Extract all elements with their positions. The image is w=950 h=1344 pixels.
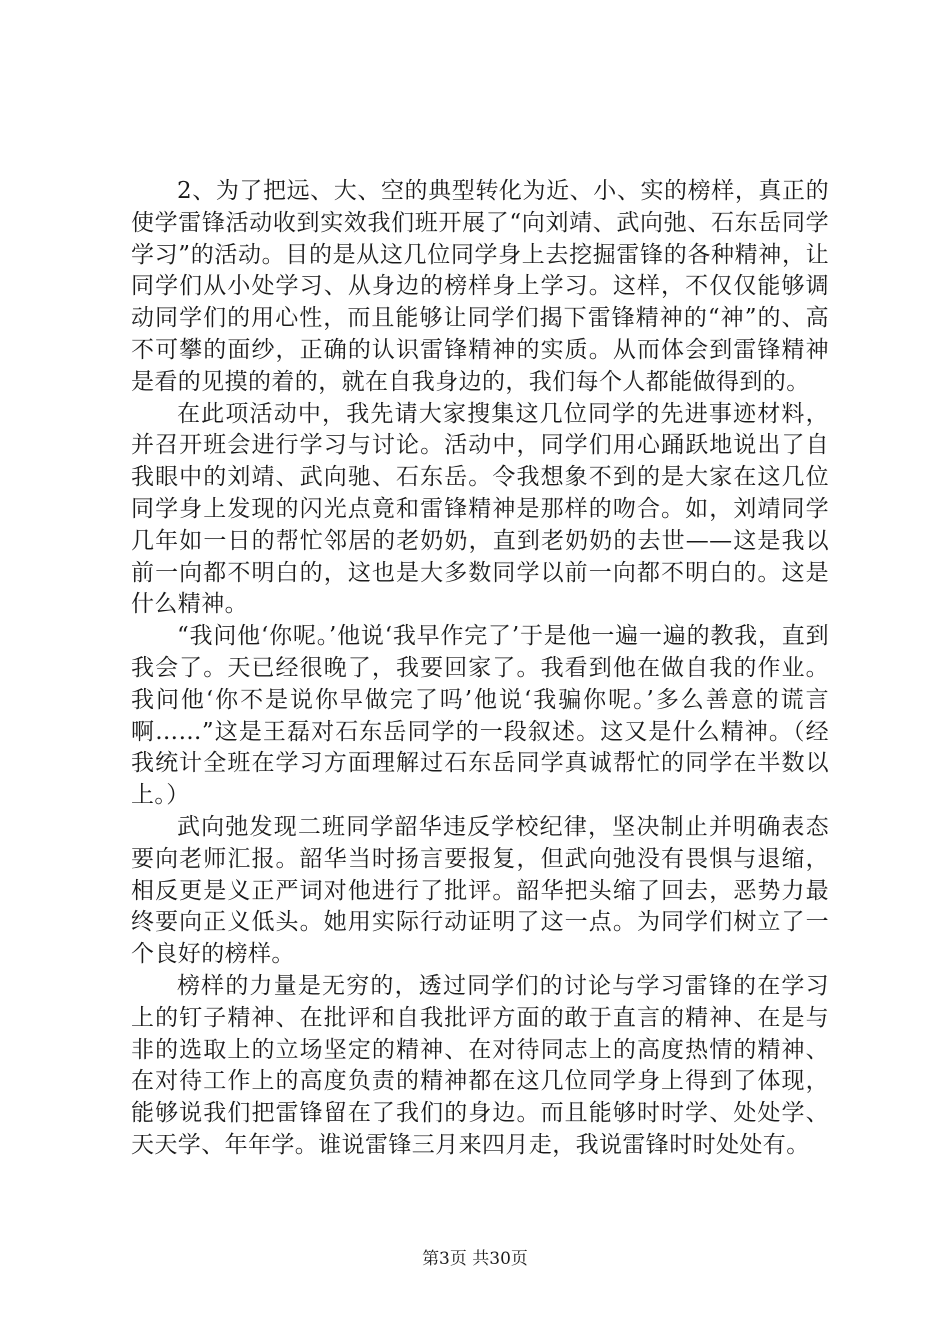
document-body — [131, 176, 829, 1162]
paragraph-3: “我问他‘你呢。’他说‘我早作完了’于是他一遍一遍的教我，直到我会了。天已经很晚了，我要回家了。我看到他在做自我的作业。我问他‘你不是说你早做完了吗’他说‘我骗你呢。’多么善意的谎言啊……”这是王磊对石东岳同学的一段叙述。这又是什么精神。（经我统计全班在学习方面理解过石东岳同学真诚帮忙的同学在半数以上。） — [131, 623, 829, 809]
paragraph-5: 榜样的力量是无穷的，透过同学们的讨论与学习雷锋的在学习上的钉子精神、在批评和自我批评方面的敢于直言的精神、在是与非的选取上的立场坚定的精神、在对待同志上的高度热情的精神、在对待工作上的高度负责的精神都在这几位同学身上得到了体现，能够说我们把雷锋留在了我们的身边。而且能够时时学、处处学、天天学、年年学。谁说雷锋三月来四月走，我说雷锋时时处处有。 — [131, 972, 829, 1158]
paragraph-2: 在此项活动中，我先请大家搜集这几位同学的先进事迹材料，并召开班会进行学习与讨论。活动中，同学们用心踊跃地说出了自我眼中的刘靖、武向驰、石东岳。令我想象不到的是大家在这几位同学身上发现的闪光点竟和雷锋精神是那样的吻合。如，刘靖同学几年如一日的帮忙邻居的老奶奶，直到老奶奶的去世——这是我以前一向都不明白的，这也是大多数同学以前一向都不明白的。这是什么精神。 — [131, 400, 829, 618]
paragraph-1: 2、为了把远、大、空的典型转化为近、小、实的榜样，真正的使学雷锋活动收到实效我们班开展了“向刘靖、武向弛、石东岳同学学习”的活动。目的是从这几位同学身上去挖掘雷锋的各种精神，让同学们从小处学习、从身边的榜样身上学习。这样，不仅仅能够调动同学们的用心性，而且能够让同学们揭下雷锋精神的“神”的、高不可攀的面纱，正确的认识雷锋精神的实质。从而体会到雷锋精神是看的见摸的着的，就在自我身边的，我们每个人都能做得到的。 — [131, 178, 829, 395]
page-footer: 第3页 共30页 — [422, 1249, 528, 1269]
paragraph-4: 武向弛发现二班同学韶华违反学校纪律，坚决制止并明确表态要向老师汇报。韶华当时扬言要报复，但武向弛没有畏惧与退缩，相反更是义正严词对他进行了批评。韶华把头缩了回去，恶势力最终要向正义低头。她用实际行动证明了这一点。为同学们树立了一个良好的榜样。 — [131, 813, 829, 968]
